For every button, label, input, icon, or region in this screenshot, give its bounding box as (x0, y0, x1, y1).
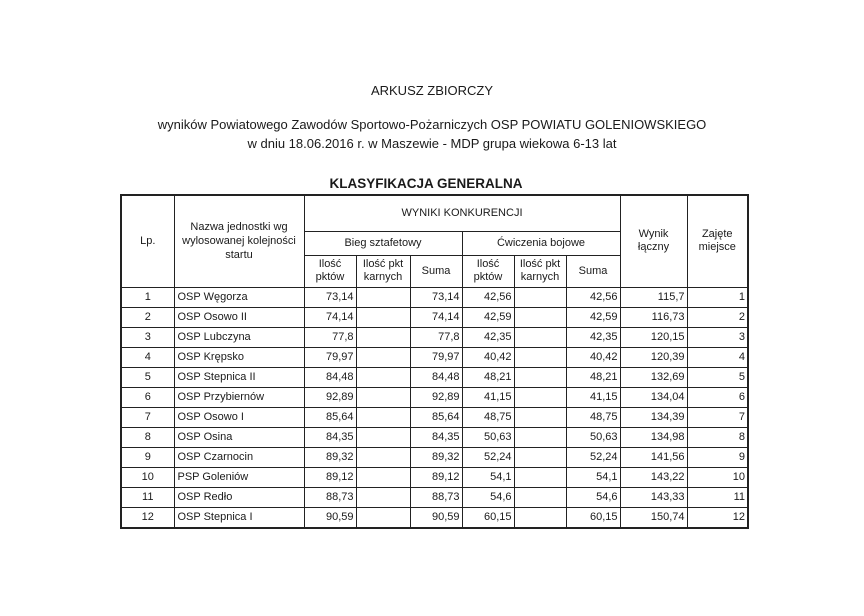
row-relay-points: 88,73 (304, 487, 356, 507)
header-lp: Lp. (121, 195, 174, 287)
row-total-score: 134,39 (620, 407, 687, 427)
row-relay-penalty (356, 307, 410, 327)
header-unit-name: Nazwa jednostki wg wylosowanej kolejności startu (174, 195, 304, 287)
header-drill-points: Ilość pktów (462, 255, 514, 287)
row-place: 12 (687, 507, 748, 528)
row-relay-sum: 74,14 (410, 307, 462, 327)
header-relay-run: Bieg sztafetowy (304, 231, 462, 255)
row-place: 2 (687, 307, 748, 327)
row-drill-points: 42,35 (462, 327, 514, 347)
row-lp: 6 (121, 387, 174, 407)
header-combat-drill: Ćwiczenia bojowe (462, 231, 620, 255)
row-relay-penalty (356, 367, 410, 387)
header-total-score: Wynik łączny (620, 195, 687, 287)
row-drill-points: 60,15 (462, 507, 514, 528)
row-unit-name: OSP Redło (174, 487, 304, 507)
row-unit-name: PSP Goleniów (174, 467, 304, 487)
row-relay-sum: 77,8 (410, 327, 462, 347)
table-row (121, 367, 748, 387)
row-total-score: 120,15 (620, 327, 687, 347)
row-unit-name: OSP Osowo I (174, 407, 304, 427)
row-relay-sum: 85,64 (410, 407, 462, 427)
table-row (121, 487, 748, 507)
row-unit-name: OSP Stepnica I (174, 507, 304, 528)
row-relay-points: 90,59 (304, 507, 356, 528)
row-place: 11 (687, 487, 748, 507)
row-lp: 1 (121, 287, 174, 307)
row-lp: 11 (121, 487, 174, 507)
table-row (121, 347, 748, 367)
row-total-score: 115,7 (620, 287, 687, 307)
row-relay-points: 84,35 (304, 427, 356, 447)
row-lp: 9 (121, 447, 174, 467)
row-relay-points: 85,64 (304, 407, 356, 427)
row-relay-penalty (356, 287, 410, 307)
row-place: 6 (687, 387, 748, 407)
row-total-score: 143,33 (620, 487, 687, 507)
row-lp: 12 (121, 507, 174, 528)
row-drill-penalty (514, 307, 566, 327)
row-place: 8 (687, 427, 748, 447)
row-relay-penalty (356, 507, 410, 528)
row-total-score: 150,74 (620, 507, 687, 528)
row-drill-penalty (514, 507, 566, 528)
table-row (121, 427, 748, 447)
row-relay-sum: 90,59 (410, 507, 462, 528)
row-drill-points: 54,6 (462, 487, 514, 507)
row-relay-penalty (356, 447, 410, 467)
table-row (121, 387, 748, 407)
table-row (121, 467, 748, 487)
row-place: 10 (687, 467, 748, 487)
row-drill-points: 54,1 (462, 467, 514, 487)
row-drill-penalty (514, 447, 566, 467)
row-drill-penalty (514, 287, 566, 307)
row-drill-points: 52,24 (462, 447, 514, 467)
row-relay-points: 74,14 (304, 307, 356, 327)
document-date-place: w dniu 18.06.2016 r. w Maszewie - MDP grupa wiekowa 6-13 lat (247, 136, 617, 151)
row-lp: 8 (121, 427, 174, 447)
header-place: Zajęte miejsce (687, 195, 748, 287)
row-relay-points: 84,48 (304, 367, 356, 387)
row-lp: 10 (121, 467, 174, 487)
row-drill-sum: 40,42 (566, 347, 620, 367)
row-drill-points: 40,42 (462, 347, 514, 367)
row-relay-sum: 73,14 (410, 287, 462, 307)
row-relay-penalty (356, 487, 410, 507)
row-lp: 5 (121, 367, 174, 387)
row-drill-points: 48,75 (462, 407, 514, 427)
row-total-score: 141,56 (620, 447, 687, 467)
row-drill-penalty (514, 487, 566, 507)
row-unit-name: OSP Przybiernów (174, 387, 304, 407)
row-relay-points: 73,14 (304, 287, 356, 307)
row-unit-name: OSP Czarnocin (174, 447, 304, 467)
row-relay-sum: 84,35 (410, 427, 462, 447)
row-place: 3 (687, 327, 748, 347)
row-drill-sum: 42,35 (566, 327, 620, 347)
row-lp: 7 (121, 407, 174, 427)
row-total-score: 132,69 (620, 367, 687, 387)
row-lp: 4 (121, 347, 174, 367)
row-total-score: 134,98 (620, 427, 687, 447)
row-lp: 3 (121, 327, 174, 347)
table-row (121, 447, 748, 467)
row-drill-points: 42,59 (462, 307, 514, 327)
row-place: 5 (687, 367, 748, 387)
row-relay-penalty (356, 327, 410, 347)
row-drill-sum: 50,63 (566, 427, 620, 447)
row-lp: 2 (121, 307, 174, 327)
row-relay-sum: 89,12 (410, 467, 462, 487)
row-total-score: 143,22 (620, 467, 687, 487)
row-relay-points: 89,12 (304, 467, 356, 487)
row-drill-sum: 52,24 (566, 447, 620, 467)
row-drill-sum: 54,1 (566, 467, 620, 487)
row-relay-points: 92,89 (304, 387, 356, 407)
row-unit-name: OSP Osowo II (174, 307, 304, 327)
row-drill-sum: 54,6 (566, 487, 620, 507)
header-relay-points: Ilość pktów (304, 255, 356, 287)
row-drill-points: 48,21 (462, 367, 514, 387)
row-drill-penalty (514, 467, 566, 487)
row-drill-points: 42,56 (462, 287, 514, 307)
row-relay-penalty (356, 407, 410, 427)
row-relay-penalty (356, 387, 410, 407)
row-place: 9 (687, 447, 748, 467)
row-drill-sum: 42,56 (566, 287, 620, 307)
table-row (121, 507, 748, 528)
row-drill-penalty (514, 387, 566, 407)
row-drill-sum: 42,59 (566, 307, 620, 327)
document-title: ARKUSZ ZBIORCZY (370, 83, 494, 98)
document-subtitle: wyników Powiatowego Zawodów Sportowo-Pożarniczych OSP POWIATU GOLENIOWSKIEGO (157, 117, 707, 132)
row-relay-points: 89,32 (304, 447, 356, 467)
header-relay-penalty: Ilość pkt karnych (356, 255, 410, 287)
row-relay-penalty (356, 347, 410, 367)
row-relay-points: 77,8 (304, 327, 356, 347)
row-unit-name: OSP Krępsko (174, 347, 304, 367)
table-row (121, 327, 748, 347)
row-unit-name: OSP Osina (174, 427, 304, 447)
table-row (121, 407, 748, 427)
row-drill-sum: 41,15 (566, 387, 620, 407)
row-relay-sum: 79,97 (410, 347, 462, 367)
row-place: 4 (687, 347, 748, 367)
row-relay-sum: 89,32 (410, 447, 462, 467)
row-place: 7 (687, 407, 748, 427)
row-unit-name: OSP Lubczyna (174, 327, 304, 347)
header-relay-sum: Suma (410, 255, 462, 287)
row-unit-name: OSP Stepnica II (174, 367, 304, 387)
table-row (121, 287, 748, 307)
header-drill-penalty: Ilość pkt karnych (514, 255, 566, 287)
row-total-score: 134,04 (620, 387, 687, 407)
row-relay-sum: 88,73 (410, 487, 462, 507)
row-place: 1 (687, 287, 748, 307)
row-drill-penalty (514, 327, 566, 347)
row-drill-points: 50,63 (462, 427, 514, 447)
results-table (120, 194, 749, 529)
row-relay-sum: 92,89 (410, 387, 462, 407)
row-relay-points: 79,97 (304, 347, 356, 367)
row-unit-name: OSP Węgorza (174, 287, 304, 307)
table-row (121, 307, 748, 327)
row-drill-penalty (514, 367, 566, 387)
row-drill-sum: 48,21 (566, 367, 620, 387)
row-drill-penalty (514, 347, 566, 367)
row-relay-penalty (356, 427, 410, 447)
row-total-score: 120,39 (620, 347, 687, 367)
header-drill-sum: Suma (566, 255, 620, 287)
header-competition-results: WYNIKI KONKURENCJI (304, 195, 620, 231)
row-drill-sum: 60,15 (566, 507, 620, 528)
row-drill-sum: 48,75 (566, 407, 620, 427)
classification-heading: KLASYFIKACJA GENERALNA (329, 176, 523, 191)
row-total-score: 116,73 (620, 307, 687, 327)
row-drill-penalty (514, 427, 566, 447)
row-relay-penalty (356, 467, 410, 487)
row-drill-penalty (514, 407, 566, 427)
row-drill-points: 41,15 (462, 387, 514, 407)
row-relay-sum: 84,48 (410, 367, 462, 387)
